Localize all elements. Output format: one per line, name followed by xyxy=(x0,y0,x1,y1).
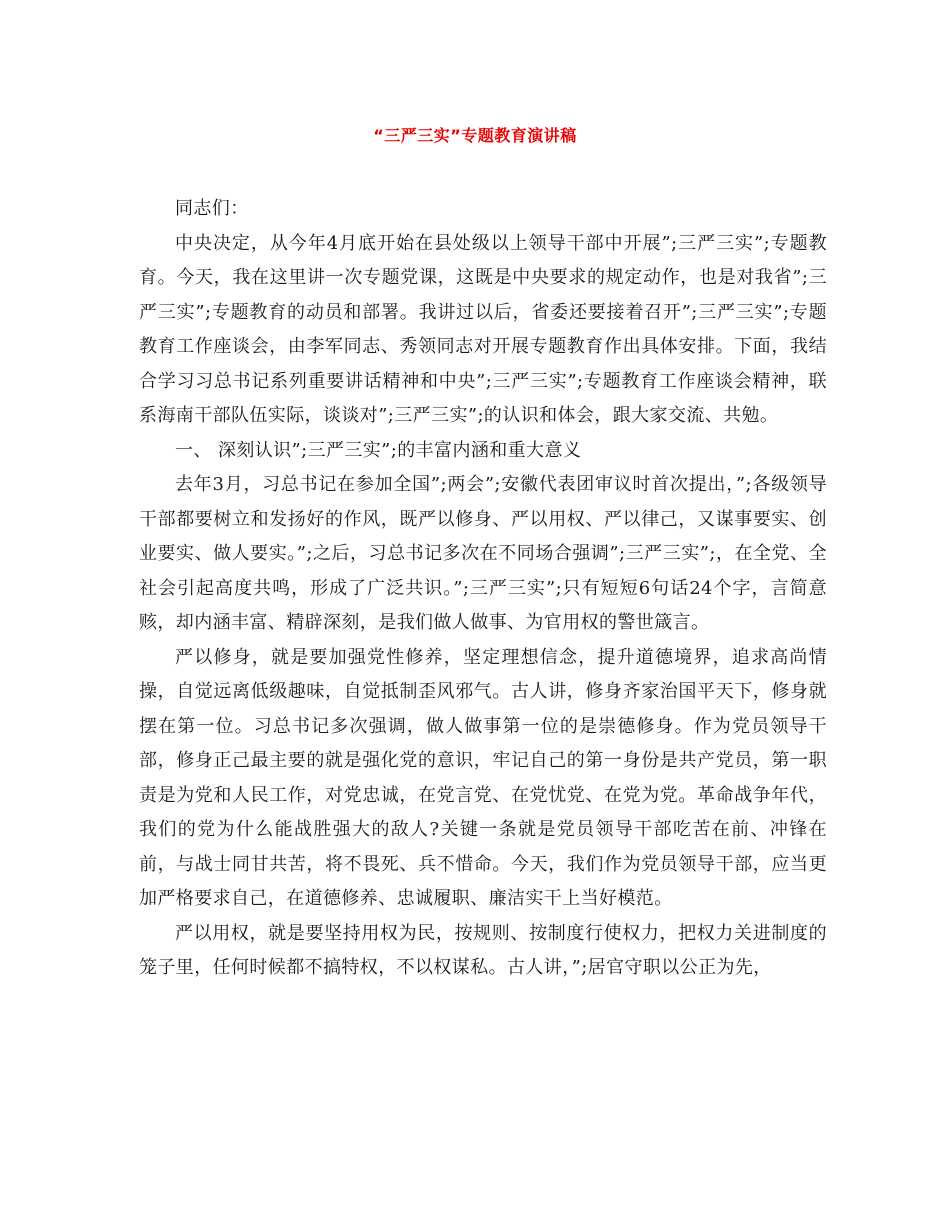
document-body xyxy=(139,192,827,986)
section-heading-1: 一、 深刻认识”;三严三实”;的丰富内涵和重大意义 xyxy=(175,439,582,461)
salutation-paragraph: 同志们： xyxy=(175,198,249,219)
body-paragraph: 严以修身，就是要加强党性修养，坚定理想信念，提升道德境界，追求高尚情操，自觉远离低级趣味，自觉抵制歪风邪气。古人讲，修身齐家治国平天下，修身就摆在第一位。习总书记多次强调，做人做事第一位的是崇德修身。作为党员领导干部，修身正己最主要的就是强化党的意识，牢记自己的第一身份是共产党员，第一职责是为党和人民工作，对党忠诚，在党言党、在党忧党、在党为党。革命战争年代，我们的党为什么能战胜强大的敌人?关键一条就是党员领导干部吃苦在前、冲锋在前，与战士同甘共苦，将不畏死、兵不惜命。今天，我们作为党员领导干部，应当更加严格要求自己，在道德修养、忠诚履职、廉洁实干上当好模范。 xyxy=(139,646,827,909)
intro-paragraph: 中央决定，从今年4月底开始在县处级以上领导干部中开展”;三严三实”;专题教育。今天，我在这里讲一次专题党课，这既是中央要求的规定动作，也是对我省”;三严三实”;专题教育的动员和部署。我讲过以后，省委还要接着召开”;三严三实”;专题教育工作座谈会，由李军同志、秀领同志对开展专题教育作出具体安排。下面，我结合学习习总书记系列重要讲话精神和中央”;三严三实”;专题教育工作座谈会精神，联系海南干部队伍实际，谈谈对”;三严三实”;的认识和体会，跟大家交流、共勉。 xyxy=(139,232,827,426)
body-paragraph: 去年3月，习总书记在参加全国”;两会”;安徽代表团审议时首次提出，”;各级领导干部都要树立和发扬好的作风，既严以修身、严以用权、严以律己，又谋事要实、创业要实、做人要实。”;之后，习总书记多次在不同场合强调”;三严三实”;，在全党、全社会引起高度共鸣，形成了广泛共识。”;三严三实”;只有短短6句话24个字，言简意赅，却内涵丰富、精辟深刻，是我们做人做事、为官用权的警世箴言。 xyxy=(139,474,827,633)
document-title: “三严三实”专题教育演讲稿 xyxy=(373,126,577,145)
body-paragraph: 严以用权，就是要坚持用权为民，按规则、按制度行使权力，把权力关进制度的笼子里，任何时候都不搞特权，不以权谋私。古人讲，”;居官守职以公正为先， xyxy=(139,922,827,978)
